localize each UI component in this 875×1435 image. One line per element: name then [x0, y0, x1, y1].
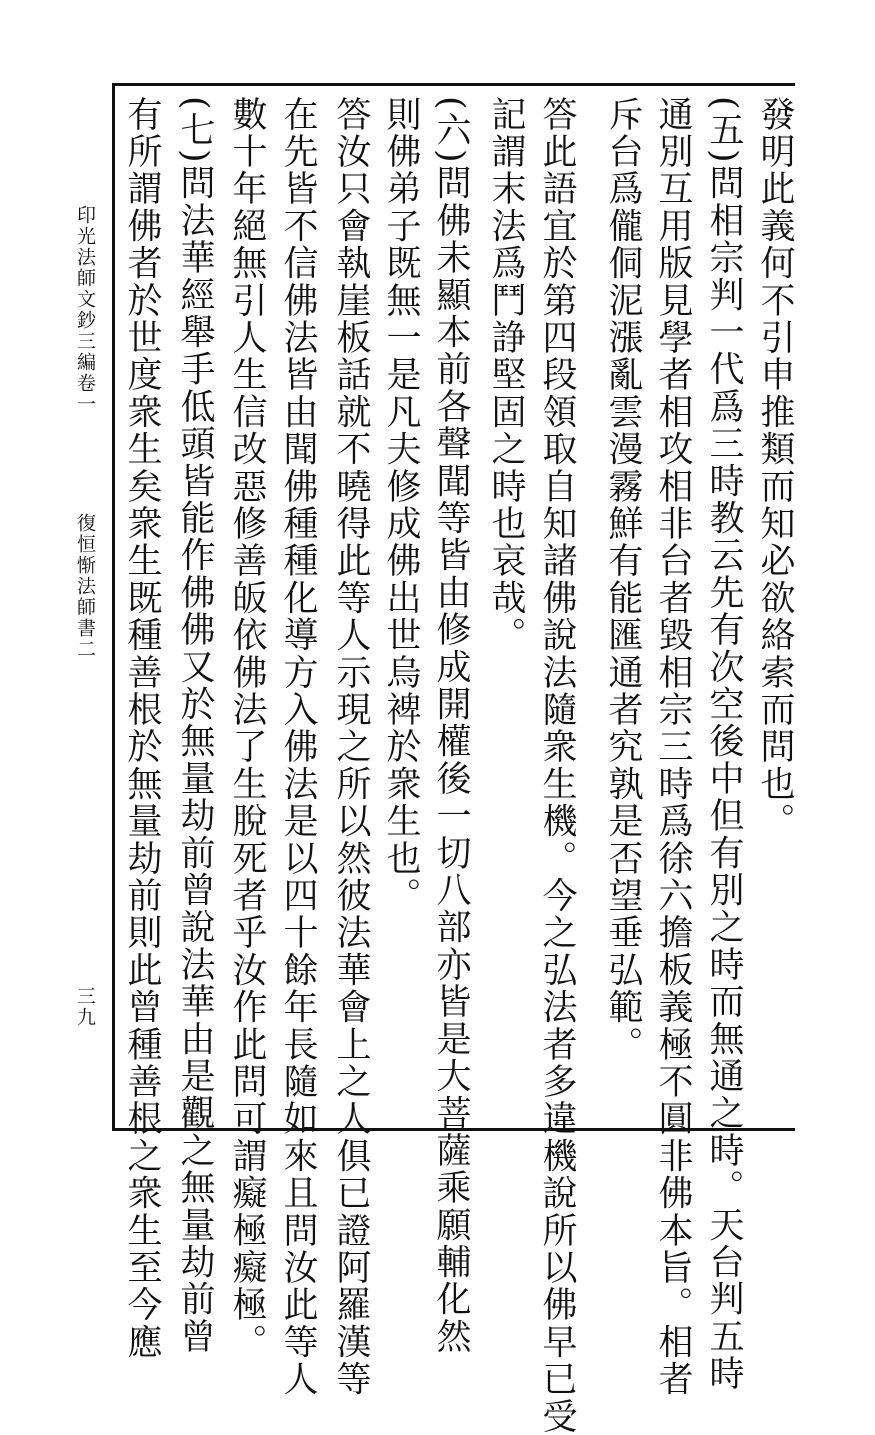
text-column-12: (七)問法華經舉手低頭皆能作佛佛又於無量劫前曾說法華由是觀之無量劫前曾 — [175, 96, 215, 1356]
text-column-1: 發明此義何不引申推類而知必欲絡索而問也。 — [755, 96, 795, 840]
text-column-6: 記謂末法爲鬥諍堅固之時也哀哉。 — [486, 96, 526, 654]
text-column-10: 在先皆不信佛法皆由聞佛種種化導方入佛法是以四十餘年長隨如來且問汝此等人 — [278, 96, 318, 1398]
text-column-9: 答汝只會執崖板話就不曉得此等人示現之所以然彼法華會上之人俱已證阿羅漢等 — [331, 96, 371, 1398]
frame-top-rule — [112, 83, 795, 86]
text-column-7: (六)問佛未顯本前各聲聞等皆由修成開權後一切八部亦皆是大菩薩乘願輔化然 — [431, 96, 471, 1356]
running-header-section-title: 復恒惭法師書二 — [74, 513, 96, 660]
page-number: 三九 — [74, 986, 96, 1028]
text-column-3: 通別互用版見學者相攻相非台者毀相宗三時爲徐六擔板義極不圓非佛本旨。相者 — [653, 96, 693, 1398]
text-column-13: 有所謂佛者於世度衆生矣衆生既種善根於無量劫前則此曾種善根之衆生至今應 — [122, 96, 162, 1361]
text-column-4: 斥台爲儱侗泥漲亂雲漫霧鮮有能匯通者究孰是否望垂弘範。 — [603, 96, 643, 1064]
text-column-11: 數十年絕無引人生信改惡修善皈依佛法了生脫死者乎汝作此問可謂癡極癡極。 — [227, 96, 267, 1361]
running-header-book-title: 印光法師文鈔三編卷一 — [74, 205, 96, 415]
text-column-5: 答此語宜於第四段領取自知諸佛說法隨衆生機。今之弘法者多違機說所以佛早已受 — [537, 96, 577, 1435]
frame-left-rule — [112, 83, 115, 1130]
text-column-8: 則佛弟子既無一是凡夫修成佛出世烏裨於衆生也。 — [381, 96, 421, 915]
text-column-2: (五)問相宗判一代爲三時教云先有次空後中但有別之時而無通之時。天台判五時 — [704, 96, 744, 1393]
